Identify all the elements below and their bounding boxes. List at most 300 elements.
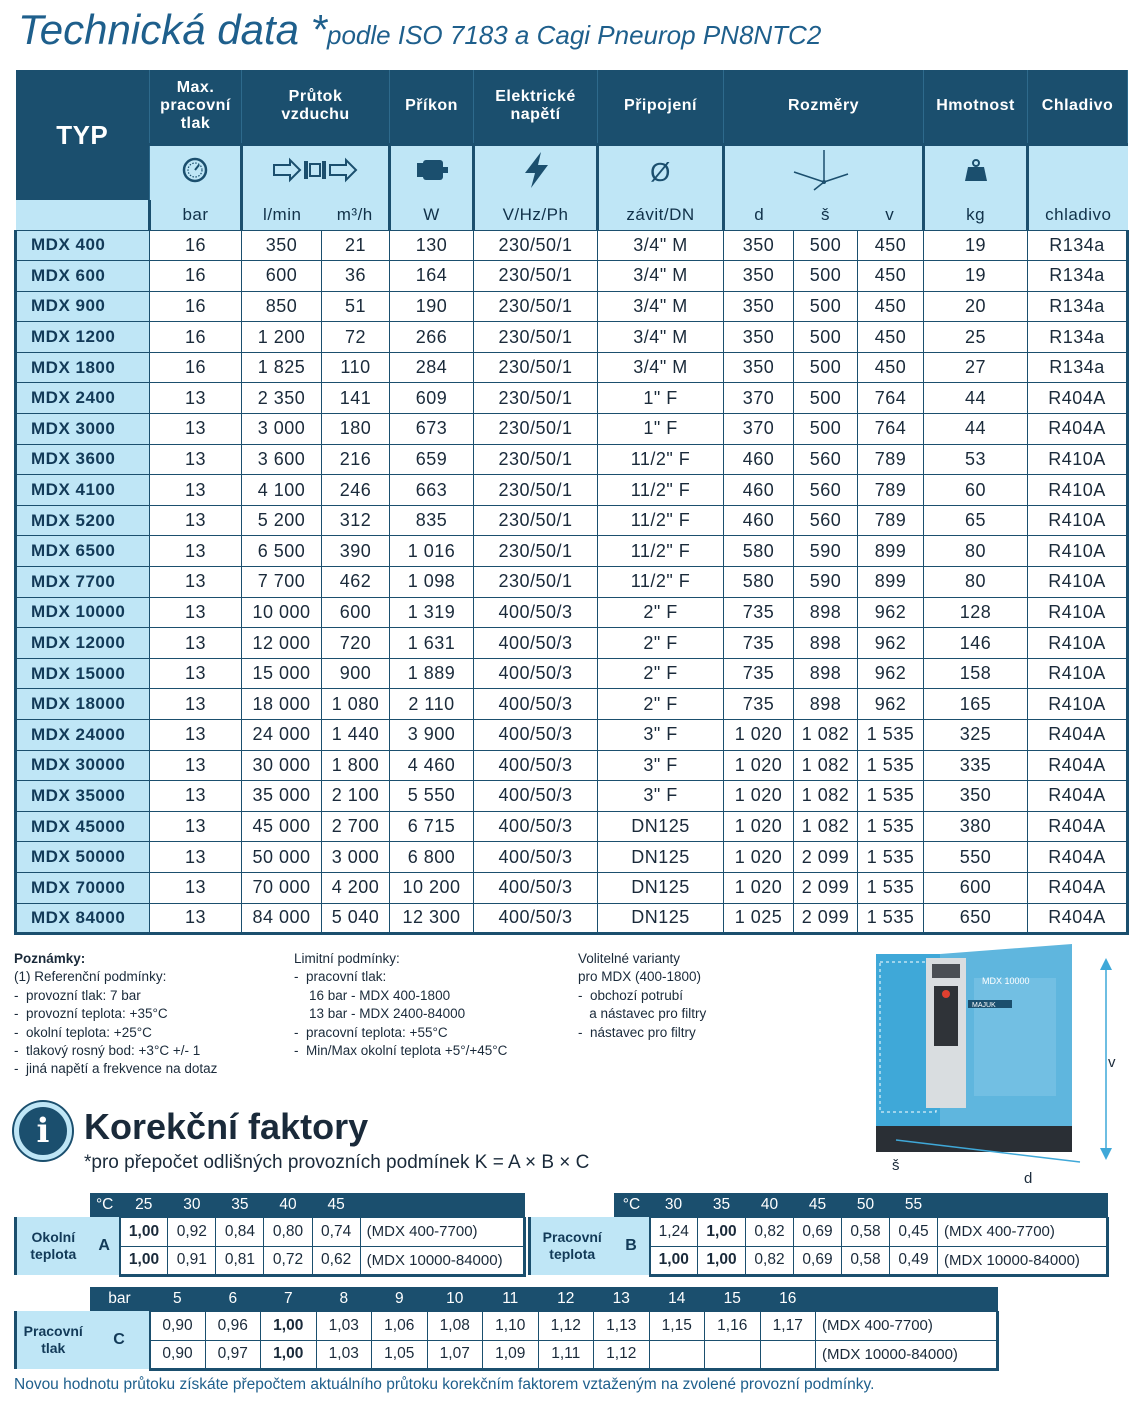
table-cell: R404A — [1028, 903, 1128, 934]
table-row — [16, 628, 1128, 659]
table-row — [16, 322, 1128, 353]
table-cell: R404A — [1028, 842, 1128, 873]
table-cell: R410A — [1028, 475, 1128, 506]
table-cell: R404A — [1028, 781, 1128, 812]
table-cell: R410A — [1028, 628, 1128, 659]
factor-unit: °C — [90, 1193, 120, 1217]
factor-value: 1,08 — [427, 1311, 483, 1340]
table-cell: 560 — [794, 475, 858, 506]
table-cell: 350 — [242, 230, 322, 261]
table-cell: 720 — [322, 628, 390, 659]
table-cell: 1 020 — [724, 750, 794, 781]
factor-col-header: 40 — [746, 1193, 794, 1217]
table-cell: 2 099 — [794, 872, 858, 903]
table-cell: 230/50/1 — [474, 475, 598, 506]
table-cell: 50 000 — [242, 842, 322, 873]
table-cell: 230/50/1 — [474, 261, 598, 292]
table-cell: 19 — [924, 230, 1028, 261]
factor-value: 0,58 — [842, 1217, 890, 1246]
table-row — [16, 383, 1128, 414]
factor-value: 0,49 — [890, 1246, 938, 1275]
table-cell: 2" F — [598, 597, 724, 628]
table-row — [16, 903, 1128, 934]
table-cell: 560 — [794, 444, 858, 475]
table-cell: 5 550 — [390, 781, 474, 812]
lightning-icon — [474, 144, 598, 200]
table-cell: 1 535 — [858, 811, 924, 842]
model-name: MDX 3000 — [16, 414, 150, 445]
table-cell: R404A — [1028, 811, 1128, 842]
model-name: MDX 84000 — [16, 903, 150, 934]
table-cell: 10 200 — [390, 872, 474, 903]
table-cell: 450 — [858, 230, 924, 261]
factor-row — [16, 1311, 998, 1340]
note-line: (1) Referenční podmínky: — [14, 969, 167, 985]
factor-col-header: 30 — [168, 1193, 216, 1217]
table-cell: 230/50/1 — [474, 567, 598, 598]
table-cell: 650 — [924, 903, 1028, 934]
unit-w: W — [390, 200, 474, 230]
table-cell: 325 — [924, 720, 1028, 751]
table-cell: 3/4" M — [598, 230, 724, 261]
factor-value: 1,00 — [120, 1246, 168, 1275]
factor-value: 0,81 — [216, 1246, 264, 1275]
table-cell: 500 — [794, 383, 858, 414]
table-cell: 2" F — [598, 658, 724, 689]
table-cell: 1 020 — [724, 811, 794, 842]
table-cell: 1 825 — [242, 352, 322, 383]
header-prutok: Průtok vzduchu — [242, 70, 390, 144]
model-name: MDX 50000 — [16, 842, 150, 873]
title-sub: podle ISO 7183 a Cagi Pneurop PN8NTC2 — [327, 20, 822, 50]
table-row — [16, 750, 1128, 781]
model-name: MDX 45000 — [16, 811, 150, 842]
unit-m3h: m³/h — [322, 200, 390, 230]
table-cell: 110 — [322, 352, 390, 383]
table-cell: 13 — [150, 414, 242, 445]
header-napeti: Elektrické napětí — [474, 70, 598, 144]
table-cell: 13 — [150, 750, 242, 781]
note-line: - obchozí potrubí — [578, 987, 684, 1003]
table-cell: 27 — [924, 352, 1028, 383]
factor-value — [705, 1340, 761, 1369]
table-row — [16, 811, 1128, 842]
table-cell: 460 — [724, 444, 794, 475]
factor-letter: C — [90, 1311, 150, 1369]
table-cell: 30 000 — [242, 750, 322, 781]
table-cell: 609 — [390, 383, 474, 414]
factor-value: 0,62 — [312, 1246, 360, 1275]
model-name: MDX 35000 — [16, 781, 150, 812]
table-cell: 230/50/1 — [474, 322, 598, 353]
table-cell: R134a — [1028, 322, 1128, 353]
unit-bar: bar — [150, 200, 242, 230]
table-cell: R134a — [1028, 261, 1128, 292]
table-cell: 962 — [858, 658, 924, 689]
table-cell: 962 — [858, 597, 924, 628]
table-cell: 1 535 — [858, 750, 924, 781]
table-cell: DN125 — [598, 872, 724, 903]
table-cell: 735 — [724, 658, 794, 689]
note-line: - jiná napětí a frekvence na dotaz — [14, 1061, 218, 1077]
table-cell: 550 — [924, 842, 1028, 873]
table-cell: 500 — [794, 261, 858, 292]
factor-value: 0,84 — [216, 1217, 264, 1246]
table-cell: 1 800 — [322, 750, 390, 781]
table-cell: 230/50/1 — [474, 414, 598, 445]
table-cell: 5 200 — [242, 505, 322, 536]
table-cell: 2 110 — [390, 689, 474, 720]
factor-col-header: 10 — [427, 1287, 483, 1311]
table-cell: 400/50/3 — [474, 872, 598, 903]
table-cell: 164 — [390, 261, 474, 292]
table-cell: R134a — [1028, 291, 1128, 322]
table-cell: 1" F — [598, 383, 724, 414]
table-cell: 15 000 — [242, 658, 322, 689]
factor-letter: B — [614, 1217, 650, 1275]
table-cell: 1 082 — [794, 811, 858, 842]
factor-col-header: 25 — [120, 1193, 168, 1217]
table-cell: 1 889 — [390, 658, 474, 689]
factor-value: 0,69 — [794, 1246, 842, 1275]
table-cell: DN125 — [598, 811, 724, 842]
table-cell: 36 — [322, 261, 390, 292]
table-cell: 13 — [150, 383, 242, 414]
table-cell: 335 — [924, 750, 1028, 781]
table-cell: 590 — [794, 536, 858, 567]
factor-value: 1,10 — [483, 1311, 539, 1340]
footer-note: Novou hodnotu průtoku získáte přepočtem aktuálního průtoku korekčním faktorem vztaženým na zvolené provozní podmínky. — [14, 1376, 875, 1393]
table-row — [16, 475, 1128, 506]
table-cell: 500 — [794, 230, 858, 261]
model-name: MDX 2400 — [16, 383, 150, 414]
table-cell: 500 — [794, 414, 858, 445]
factor-range-note: (MDX 10000-84000) — [816, 1340, 998, 1369]
factor-range-note: (MDX 400-7700) — [360, 1217, 524, 1246]
table-cell: R404A — [1028, 750, 1128, 781]
factor-col-header: 14 — [649, 1287, 705, 1311]
factor-value: 0,58 — [842, 1246, 890, 1275]
table-cell: 590 — [794, 567, 858, 598]
factor-value: 0,91 — [168, 1246, 216, 1275]
table-cell: 146 — [924, 628, 1028, 659]
factor-value: 1,06 — [372, 1311, 428, 1340]
table-cell: 65 — [924, 505, 1028, 536]
factor-range-note: (MDX 400-7700) — [938, 1217, 1108, 1246]
model-name: MDX 7700 — [16, 567, 150, 598]
table-cell: 1 098 — [390, 567, 474, 598]
table-cell: 230/50/1 — [474, 291, 598, 322]
table-cell: 13 — [150, 811, 242, 842]
motor-icon — [390, 144, 474, 200]
table-cell: 16 — [150, 291, 242, 322]
unit-s: š — [794, 200, 858, 230]
table-cell: 350 — [924, 781, 1028, 812]
factor-col-header: 9 — [372, 1287, 428, 1311]
dimensions-icon — [724, 144, 924, 200]
factor-value: 1,12 — [538, 1311, 594, 1340]
factor-value: 1,00 — [261, 1340, 317, 1369]
note-line: Volitelné varianty — [578, 951, 681, 966]
table-cell: 13 — [150, 597, 242, 628]
factor-col-header: 7 — [261, 1287, 317, 1311]
table-cell: 450 — [858, 261, 924, 292]
table-cell: 3" F — [598, 781, 724, 812]
korekce-subtitle: *pro přepočet odlišných provozních podmínek K = A × B × C — [84, 1152, 590, 1173]
table-cell: 24 000 — [242, 720, 322, 751]
spec-table — [14, 70, 1129, 935]
table-cell: 3 900 — [390, 720, 474, 751]
table-cell: 400/50/3 — [474, 781, 598, 812]
table-row — [16, 597, 1128, 628]
info-icon: i — [14, 1102, 72, 1160]
table-cell: 230/50/1 — [474, 383, 598, 414]
table-cell: 500 — [794, 291, 858, 322]
table-cell: 158 — [924, 658, 1028, 689]
table-cell: 370 — [724, 383, 794, 414]
table-cell: 4 200 — [322, 872, 390, 903]
table-cell: 141 — [322, 383, 390, 414]
table-cell: 835 — [390, 505, 474, 536]
table-cell: 13 — [150, 689, 242, 720]
notes-options — [578, 950, 706, 1042]
table-cell: 1 016 — [390, 536, 474, 567]
table-cell: 230/50/1 — [474, 444, 598, 475]
table-cell: 1 082 — [794, 720, 858, 751]
factor-col-header: 12 — [538, 1287, 594, 1311]
table-cell: 2" F — [598, 689, 724, 720]
table-cell: 460 — [724, 505, 794, 536]
factor-unit: °C — [614, 1193, 650, 1217]
factor-value: 1,24 — [650, 1217, 698, 1246]
dim-label-v: v — [1108, 1054, 1116, 1071]
table-cell: R410A — [1028, 444, 1128, 475]
table-cell: 3/4" M — [598, 352, 724, 383]
table-cell: 673 — [390, 414, 474, 445]
table-cell: 72 — [322, 322, 390, 353]
model-name: MDX 12000 — [16, 628, 150, 659]
table-row — [16, 872, 1128, 903]
factor-value: 1,00 — [698, 1246, 746, 1275]
dim-label-s: š — [892, 1157, 900, 1174]
factor-row — [530, 1217, 1108, 1246]
table-cell: 6 500 — [242, 536, 322, 567]
factor-table-c — [14, 1287, 999, 1371]
factor-value: 0,90 — [150, 1311, 206, 1340]
table-row — [16, 658, 1128, 689]
table-cell: 230/50/1 — [474, 352, 598, 383]
table-cell: 3" F — [598, 750, 724, 781]
table-cell: R410A — [1028, 597, 1128, 628]
table-cell: 2 100 — [322, 781, 390, 812]
table-cell: 350 — [724, 291, 794, 322]
table-cell: 4 100 — [242, 475, 322, 506]
model-name: MDX 6500 — [16, 536, 150, 567]
table-cell: DN125 — [598, 903, 724, 934]
model-name: MDX 400 — [16, 230, 150, 261]
table-cell: 35 000 — [242, 781, 322, 812]
table-cell: 13 — [150, 628, 242, 659]
factor-label: Pracovní teplota — [530, 1217, 614, 1275]
table-cell: 216 — [322, 444, 390, 475]
table-cell: 764 — [858, 383, 924, 414]
unit-lmin: l/min — [242, 200, 322, 230]
note-line: - provozní teplota: +35°C — [14, 1006, 168, 1022]
factor-value: 1,13 — [594, 1311, 650, 1340]
table-row — [16, 444, 1128, 475]
table-cell: 735 — [724, 597, 794, 628]
table-cell: 13 — [150, 475, 242, 506]
table-cell: 2" F — [598, 628, 724, 659]
factor-value — [760, 1340, 816, 1369]
table-cell: 380 — [924, 811, 1028, 842]
table-cell: 1 025 — [724, 903, 794, 934]
table-cell: 1 200 — [242, 322, 322, 353]
table-cell: 900 — [322, 658, 390, 689]
factor-col-header: 16 — [760, 1287, 816, 1311]
table-cell: 16 — [150, 261, 242, 292]
table-cell: 400/50/3 — [474, 811, 598, 842]
table-cell: 13 — [150, 536, 242, 567]
factor-value: 0,97 — [205, 1340, 261, 1369]
table-cell: 130 — [390, 230, 474, 261]
gauge-icon — [150, 144, 242, 200]
airflow-icon — [242, 144, 390, 200]
note-line: pro MDX (400-1800) — [578, 969, 702, 985]
table-cell: R404A — [1028, 872, 1128, 903]
table-cell: 18 000 — [242, 689, 322, 720]
table-row — [16, 689, 1128, 720]
table-cell: 898 — [794, 597, 858, 628]
table-cell: 3" F — [598, 720, 724, 751]
table-cell: 10 000 — [242, 597, 322, 628]
table-cell: 53 — [924, 444, 1028, 475]
table-row — [16, 536, 1128, 567]
table-cell: R410A — [1028, 689, 1128, 720]
note-line: Poznámky: — [14, 951, 86, 966]
table-cell: 230/50/1 — [474, 536, 598, 567]
table-cell: 2 350 — [242, 383, 322, 414]
table-cell: 5 040 — [322, 903, 390, 934]
model-name: MDX 600 — [16, 261, 150, 292]
table-cell: 3/4" M — [598, 322, 724, 353]
table-cell: 1 082 — [794, 781, 858, 812]
notes-limits — [294, 950, 507, 1060]
factor-col-header: 15 — [705, 1287, 761, 1311]
note-line: - provozní tlak: 7 bar — [14, 987, 141, 1003]
model-name: MDX 10000 — [16, 597, 150, 628]
table-cell: 3/4" M — [598, 261, 724, 292]
table-row — [16, 720, 1128, 751]
table-cell: 16 — [150, 230, 242, 261]
table-cell: 1 319 — [390, 597, 474, 628]
table-cell: R404A — [1028, 414, 1128, 445]
table-cell: R410A — [1028, 658, 1128, 689]
table-cell: 7 700 — [242, 567, 322, 598]
factor-col-header: 45 — [312, 1193, 360, 1217]
table-cell: 1 082 — [794, 750, 858, 781]
table-cell: 789 — [858, 444, 924, 475]
table-cell: 12 300 — [390, 903, 474, 934]
table-cell: 1 535 — [858, 781, 924, 812]
table-row — [16, 230, 1128, 261]
factor-col-header: 35 — [698, 1193, 746, 1217]
factor-value: 0,90 — [150, 1340, 206, 1369]
model-name: MDX 900 — [16, 291, 150, 322]
factor-value: 0,80 — [264, 1217, 312, 1246]
factor-value: 0,72 — [264, 1246, 312, 1275]
table-cell: 13 — [150, 872, 242, 903]
table-cell: R404A — [1028, 720, 1128, 751]
table-row — [16, 567, 1128, 598]
note-line: Limitní podmínky: — [294, 951, 400, 966]
unit-zavit: závit/DN — [598, 200, 724, 230]
table-cell: 1 020 — [724, 720, 794, 751]
table-row — [16, 842, 1128, 873]
table-cell: 3 000 — [322, 842, 390, 873]
dryer-image — [862, 940, 1122, 1190]
table-cell: 450 — [858, 291, 924, 322]
factor-row — [16, 1217, 525, 1246]
table-cell: 80 — [924, 536, 1028, 567]
table-cell: 13 — [150, 781, 242, 812]
table-cell: 13 — [150, 505, 242, 536]
header-prikon: Příkon — [390, 70, 474, 144]
table-cell: 3 600 — [242, 444, 322, 475]
table-cell: 44 — [924, 383, 1028, 414]
table-cell: 11/2" F — [598, 444, 724, 475]
table-cell: 180 — [322, 414, 390, 445]
table-cell: 400/50/3 — [474, 597, 598, 628]
table-cell: 19 — [924, 261, 1028, 292]
table-cell: 789 — [858, 475, 924, 506]
table-cell: 764 — [858, 414, 924, 445]
model-name: MDX 1800 — [16, 352, 150, 383]
table-cell: 246 — [322, 475, 390, 506]
model-name: MDX 70000 — [16, 872, 150, 903]
factor-value: 1,05 — [372, 1340, 428, 1369]
model-name: MDX 24000 — [16, 720, 150, 751]
table-cell: 400/50/3 — [474, 689, 598, 720]
table-cell: 4 460 — [390, 750, 474, 781]
model-name: MDX 15000 — [16, 658, 150, 689]
header-tlak: Max. pracovní tlak — [150, 70, 242, 144]
table-cell: 1 440 — [322, 720, 390, 751]
factor-value: 0,69 — [794, 1217, 842, 1246]
table-cell: 462 — [322, 567, 390, 598]
table-cell: 284 — [390, 352, 474, 383]
table-cell: 16 — [150, 322, 242, 353]
model-name: MDX 4100 — [16, 475, 150, 506]
title-main: Technická data * — [18, 6, 327, 53]
table-cell: 850 — [242, 291, 322, 322]
korekce-title: Korekční faktory — [84, 1106, 369, 1147]
table-cell: 450 — [858, 322, 924, 353]
table-cell: 400/50/3 — [474, 628, 598, 659]
table-cell: 659 — [390, 444, 474, 475]
note-line: 13 bar - MDX 2400-84000 — [294, 1006, 466, 1022]
header-hmotnost: Hmotnost — [924, 70, 1028, 144]
table-cell: 6 715 — [390, 811, 474, 842]
table-cell: 600 — [322, 597, 390, 628]
table-cell: 1 631 — [390, 628, 474, 659]
table-cell: 899 — [858, 536, 924, 567]
table-cell: 400/50/3 — [474, 658, 598, 689]
factor-range-note: (MDX 10000-84000) — [938, 1246, 1108, 1275]
factor-col-header: 35 — [216, 1193, 264, 1217]
table-cell: 1" F — [598, 414, 724, 445]
factor-value: 1,03 — [316, 1311, 372, 1340]
